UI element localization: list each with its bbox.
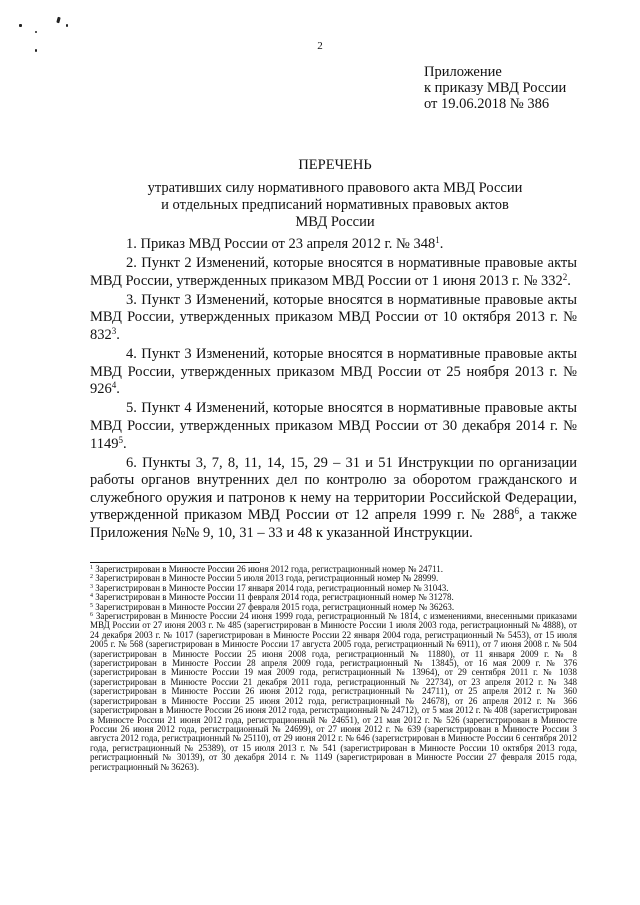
footnote-ref: 1 [435, 235, 440, 245]
appendix-line: к приказу МВД России [424, 80, 567, 96]
title-heading: ПЕРЕЧЕНЬ [298, 157, 372, 173]
footnote: $^5$ Зарегистрирован в Минюсте России 27 февраля 2015 года, регистрационный номер № 36263. [90, 601, 455, 612]
list-item: 1. Приказ МВД России от 23 апреля 2012 г. № $348^1$. [126, 235, 444, 252]
footnote: $^2$ Зарегистрирован в Минюсте России 5 июля 2013 года, регистрационный номер № 28999. [90, 573, 439, 584]
footnote-ref: 2 [562, 271, 568, 282]
appendix-line: Приложение [424, 64, 502, 80]
scan-speck [56, 17, 60, 24]
footnote: $^6$ Зарегистрирован в Минюсте России 24 июня 1999 года, регистрационный № 1814, с изменениями, внесенными приказами МВД России от 27 июня 2003 г. № 485 (зарегистрирован в Минюсте России 1 июля 2003 года, регистрационный № 4888), от 24 декабря 2003 г. № 1017 (зарегистрирован в Минюсте России 22 января 2004 года, регистрационный № 5453), от 15 июля 2005 г. № 568 (зарегистрирован в Минюсте России 17 августа 2005 года, регистрационный № 6911), от 7 июня 2008 г. № 504 (зарегистрирован в Минюсте России 25 июня 2008 года, регистрационный № 11880), от 11 января 2009 г. № 8 (зарегистрирован в Минюсте России 28 апреля 2009 года, регистрационный № 13845), от 16 мая 2009 г. № 376 (зарегистрирован в Минюсте России 19 мая 2009 года, регистрационный № 13964), от 29 сентября 2011 г. № 1038 (зарегистрирован в Минюсте России 21 декабря 2011 года, регистрационный № 22734), от 23 апреля 2012 г. № 348 (зарегистрирован в Минюсте России 26 июня 2012 года, регистрационный № 24711), от 25 апреля 2012 г. № 360 (зарегистрирован в Минюсте России 25 июня 2012 года, регистрационный № 24678), от 26 апреля 2012 г. № 366 (зарегистрирован в Минюсте России 26 июня 2012 года, регистрационный № 24712), от 5 мая 2012 г. № 408 (зарегистрирован в Минюсте России 21 июня 2012 года, регистрационный № 24651), от 21 мая 2012 г. № 526 (зарегистрирован в Минюсте России 26 июня 2012 года, регистрационный № 24699), от 27 июня 2012 г. № 639 (зарегистрирован в Минюсте России 3 августа 2012 года, регистрационный № 25110), от 29 июня 2012 г. № 646 (зарегистрирован в Минюсте России 6 сентября 2012 года, регистрационный № 25389), от 15 июля 2013 г. № 541 (зарегистрирован в Минюсте России 10 октября 2013 года, регистрационный № 30139), от 30 декабря 2014 г. № 1149 (зарегистрирован в Минюсте России 27 февраля 2015 года, регистрационный № 36263). [90, 611, 577, 772]
footnote-divider [90, 562, 260, 563]
footnote-ref: 5 [118, 434, 123, 445]
list-item: 4. Пункт 3 Изменений, которые вносятся в нормативные правовые акты МВД России, утвержденных приказом МВД России от 25 ноября 2013 г. № $926^4$. [90, 346, 577, 398]
document-title [90, 157, 580, 231]
footnote: $^4$ Зарегистрирован в Минюсте России 11 февраля 2014 года, регистрационный номер № 31278. [90, 592, 454, 603]
scan-speck [66, 24, 68, 27]
footnotes [90, 565, 577, 772]
appendix-line: от 19.06.2018 № 386 [424, 96, 550, 112]
list-of-acts [90, 236, 577, 544]
footnote-ref: 3 [111, 325, 117, 336]
footnote: $^1$ Зарегистрирован в Минюсте России 26 июня 2012 года, регистрационный номер № 24711. [90, 564, 443, 574]
title-line: и отдельных предписаний нормативных правовых актов [161, 197, 509, 213]
scan-speck [19, 24, 22, 27]
list-item: 5. Пункт 4 Изменений, которые вносятся в нормативные правовые акты МВД России, утвержденных приказом МВД России от 30 декабря 2014 г. № 1149$^5$. [90, 400, 577, 452]
list-item: 3. Пункт 3 Изменений, которые вносятся в нормативные правовые акты МВД России, утвержденных приказом МВД России от 10 октября 2013 г. № $832^3$. [90, 291, 577, 343]
page-number: 2 [317, 40, 323, 52]
appendix-header [424, 64, 566, 112]
title-line: МВД России [295, 214, 375, 230]
list-item: 2. Пункт 2 Изменений, которые вносятся в нормативные правовые акты МВД России, утвержденных приказом МВД России от 1 июня 2013 г. № $332^2$. [90, 255, 577, 289]
list-item: 6. Пункты 3, 7, 8, 11, 14, 15, 29 – 31 и 51 Инструкции по организации работы органов внутренних дел по контролю за оборотом гражданского и служебного оружия и патронов к нему на территории Российской Федерации, утвержденной приказом МВД России от 12 апреля 1999 г. № $288^6$, а также Приложения №№ 9, 10, 31 – 33 и 48 к указанной Инструкции. [90, 454, 577, 541]
footnote: $^3$ Зарегистрирован в Минюсте России 17 января 2014 года, регистрационный номер № 31043. [90, 582, 449, 593]
footnote-ref: 6 [514, 506, 519, 517]
scan-speck [35, 31, 37, 33]
footnote-ref: 4 [111, 380, 117, 391]
title-line: утративших силу нормативного правового акта МВД России [147, 180, 523, 196]
